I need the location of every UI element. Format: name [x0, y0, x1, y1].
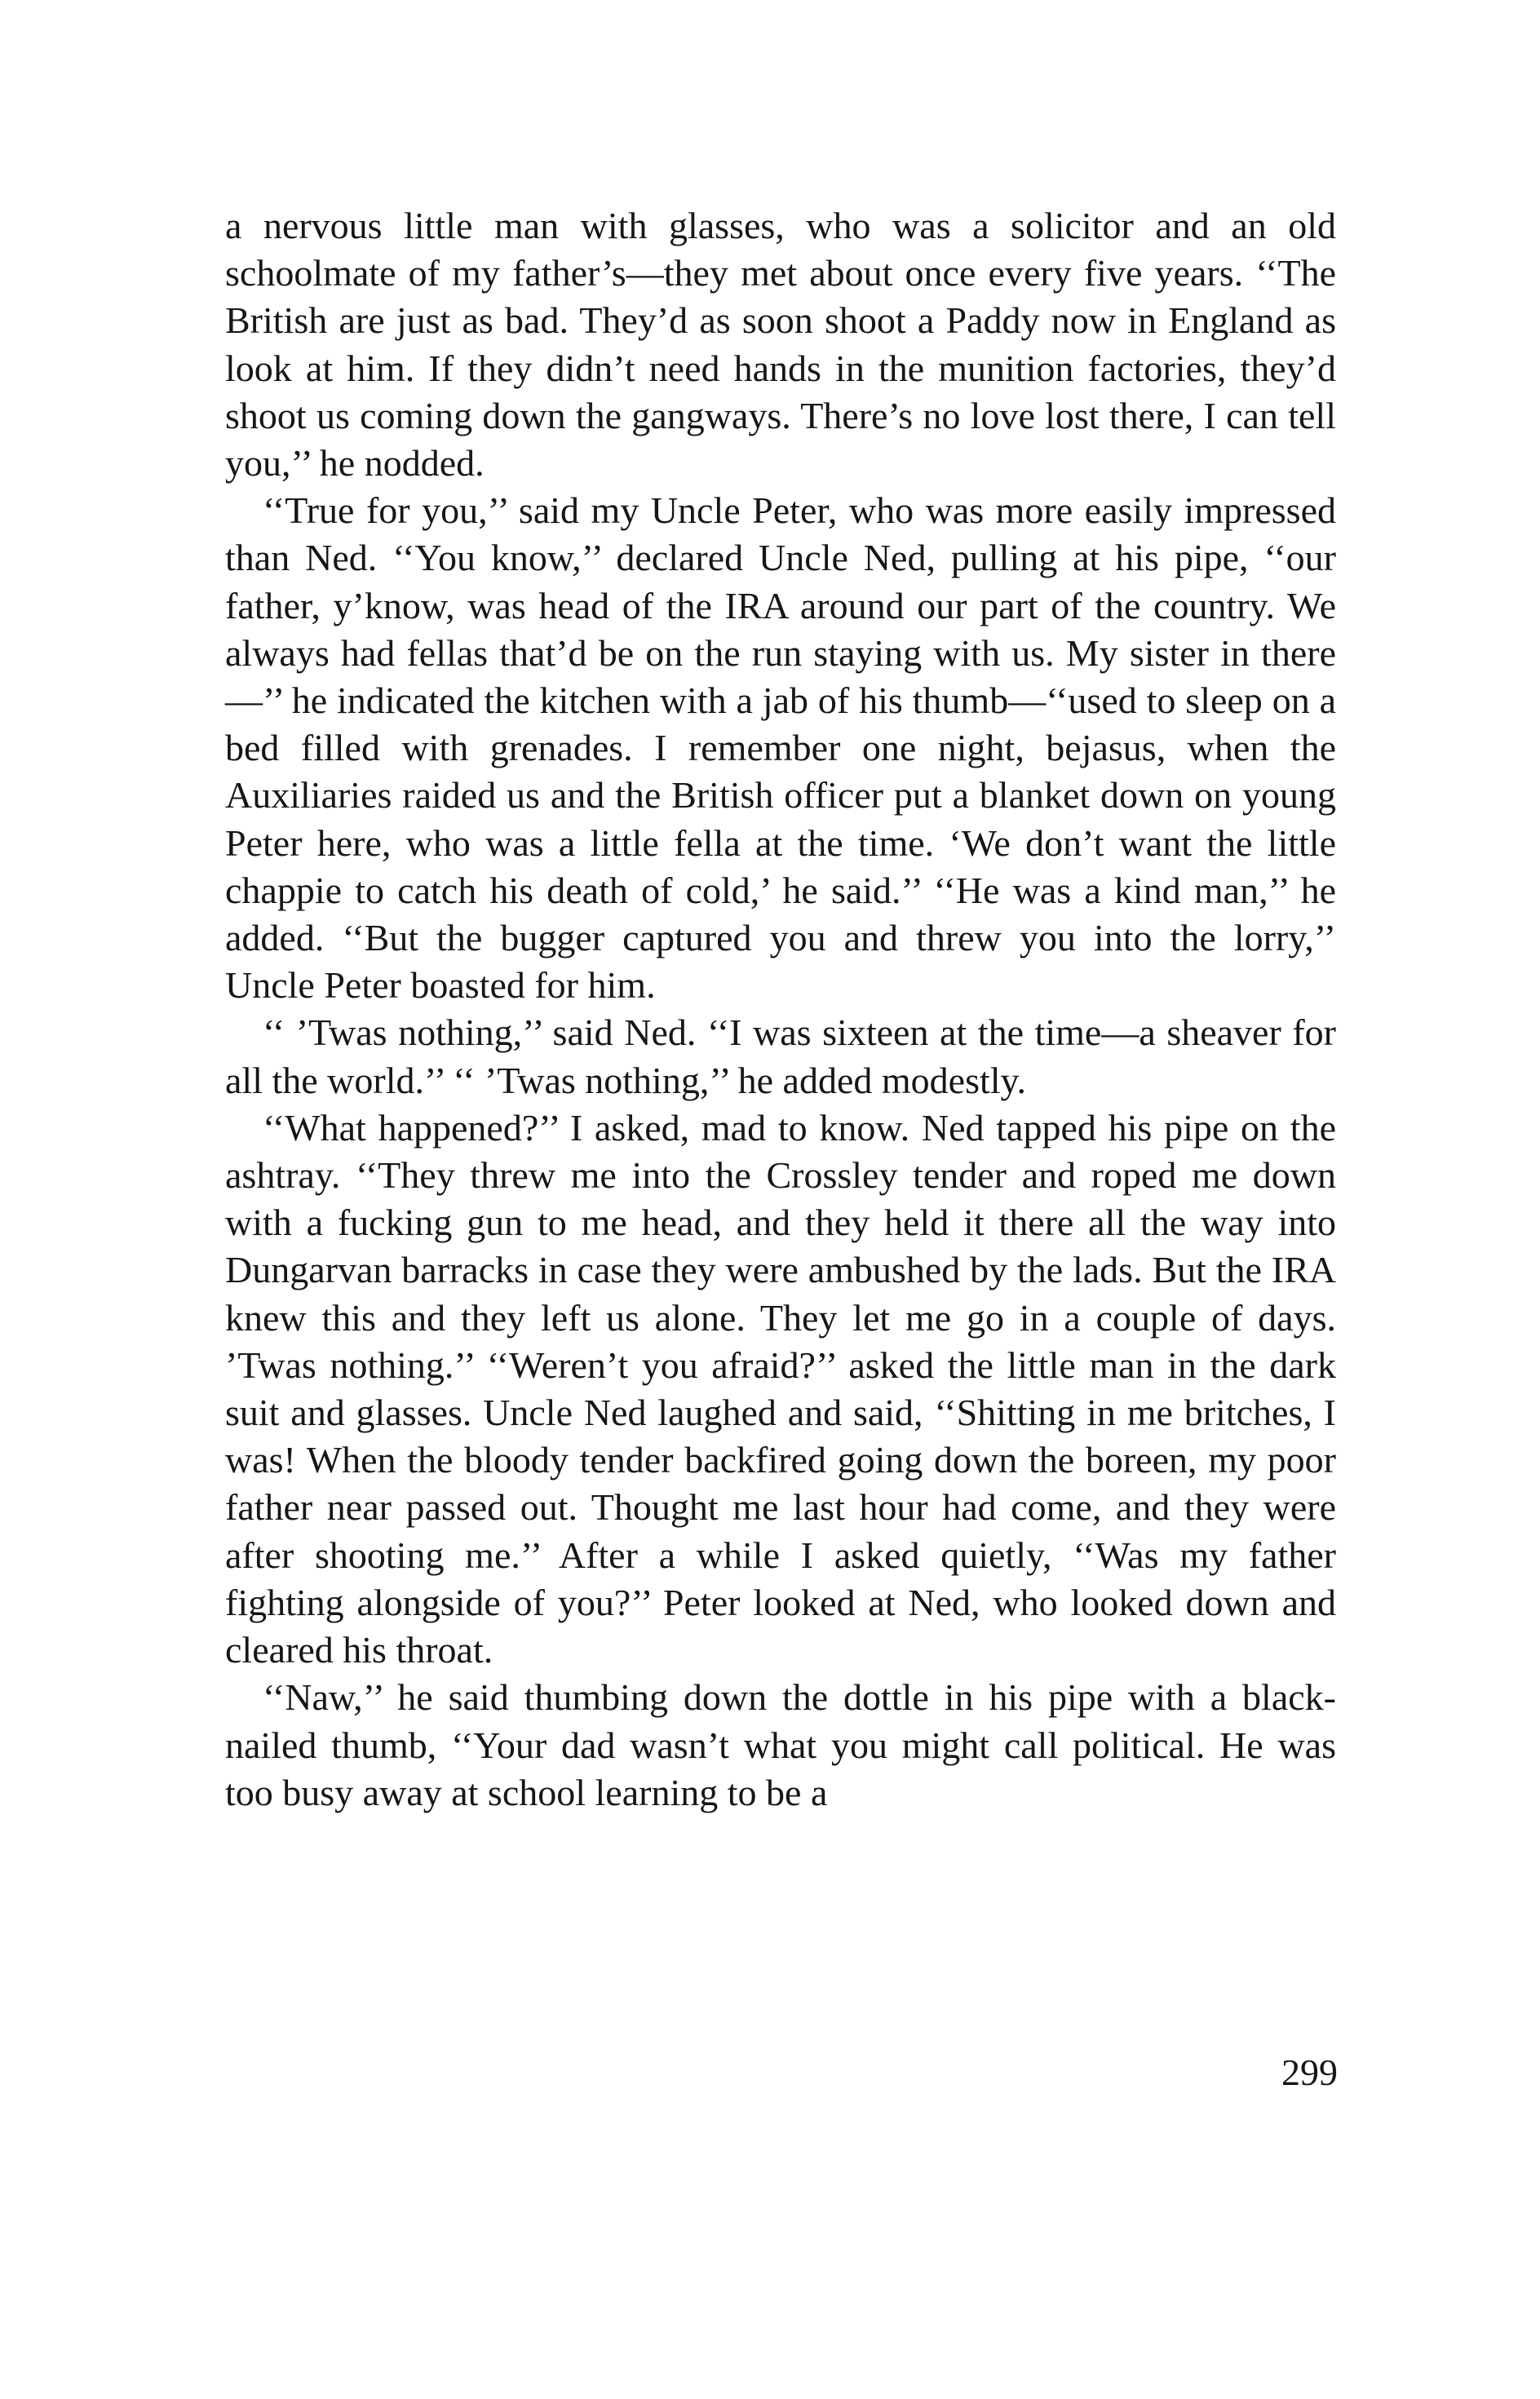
body-text: [225, 202, 1336, 1817]
page-number: 299: [1281, 2052, 1338, 2093]
paragraph-2: ‘‘True for you,’’ said my Uncle Peter, who was more easily impressed than Ned. ‘‘You know,’’ declared Uncle Ned, pulling at his pipe, ‘‘our father, y’know, was head of the IRA around our part of the country. We always had fellas that’d be on the run staying with us. My sister in there—’’ he indicated the kitchen with a jab of his thumb—‘‘used to sleep on a bed filled with grenades. I remember one night, bejasus, when the Auxiliaries raided us and the British officer put a blanket down on young Peter here, who was a little fella at the time. ‘We don’t want the little chappie to catch his death of cold,’ he said.’’ ‘‘He was a kind man,’’ he added. ‘‘But the bugger captured you and threw you into the lorry,’’ Uncle Peter boasted for him.: [225, 489, 1336, 1007]
paragraph-4: ‘‘What happened?’’ I asked, mad to know. Ned tapped his pipe on the ashtray. ‘‘They threw me into the Crossley tender and roped me down with a fucking gun to me head, and they held it there all the way into Dungarvan barracks in case they were ambushed by the lads. But the IRA knew this and they left us alone. They let me go in a couple of days. ’Twas nothing.’’ ‘‘Weren’t you afraid?’’ asked the little man in the dark suit and glasses. Uncle Ned laughed and said, ‘‘Shitting in me britches, I was! When the bloody tender backfired going down the boreen, my poor father near passed out. Thought me last hour had come, and they were after shooting me.’’ After a while I asked quietly, ‘‘Was my father fighting alongside of you?’’ Peter looked at Ned, who looked down and cleared his throat.: [225, 1106, 1336, 1671]
paragraph-3: ‘‘ ’Twas nothing,’’ said Ned. ‘‘I was sixteen at the time—a sheaver for all the world.’’ ‘‘ ’Twas nothing,’’ he added modestly.: [225, 1011, 1336, 1101]
paragraph-1: a nervous little man with glasses, who was a solicitor and an old schoolmate of my father’s—they met about once every five years. ‘‘The British are just as bad. They’d as soon shoot a Paddy now in England as look at him. If they didn’t need hands in the munition factories, they’d shoot us coming down the gangways. There’s no love lost there, I can tell you,’’ he nodded.: [225, 205, 1336, 485]
paragraph-5: ‘‘Naw,’’ he said thumbing down the dottle in his pipe with a black-nailed thumb, ‘‘Your dad wasn’t what you might call political. He was too busy away at school learning to be a: [225, 1676, 1336, 1813]
